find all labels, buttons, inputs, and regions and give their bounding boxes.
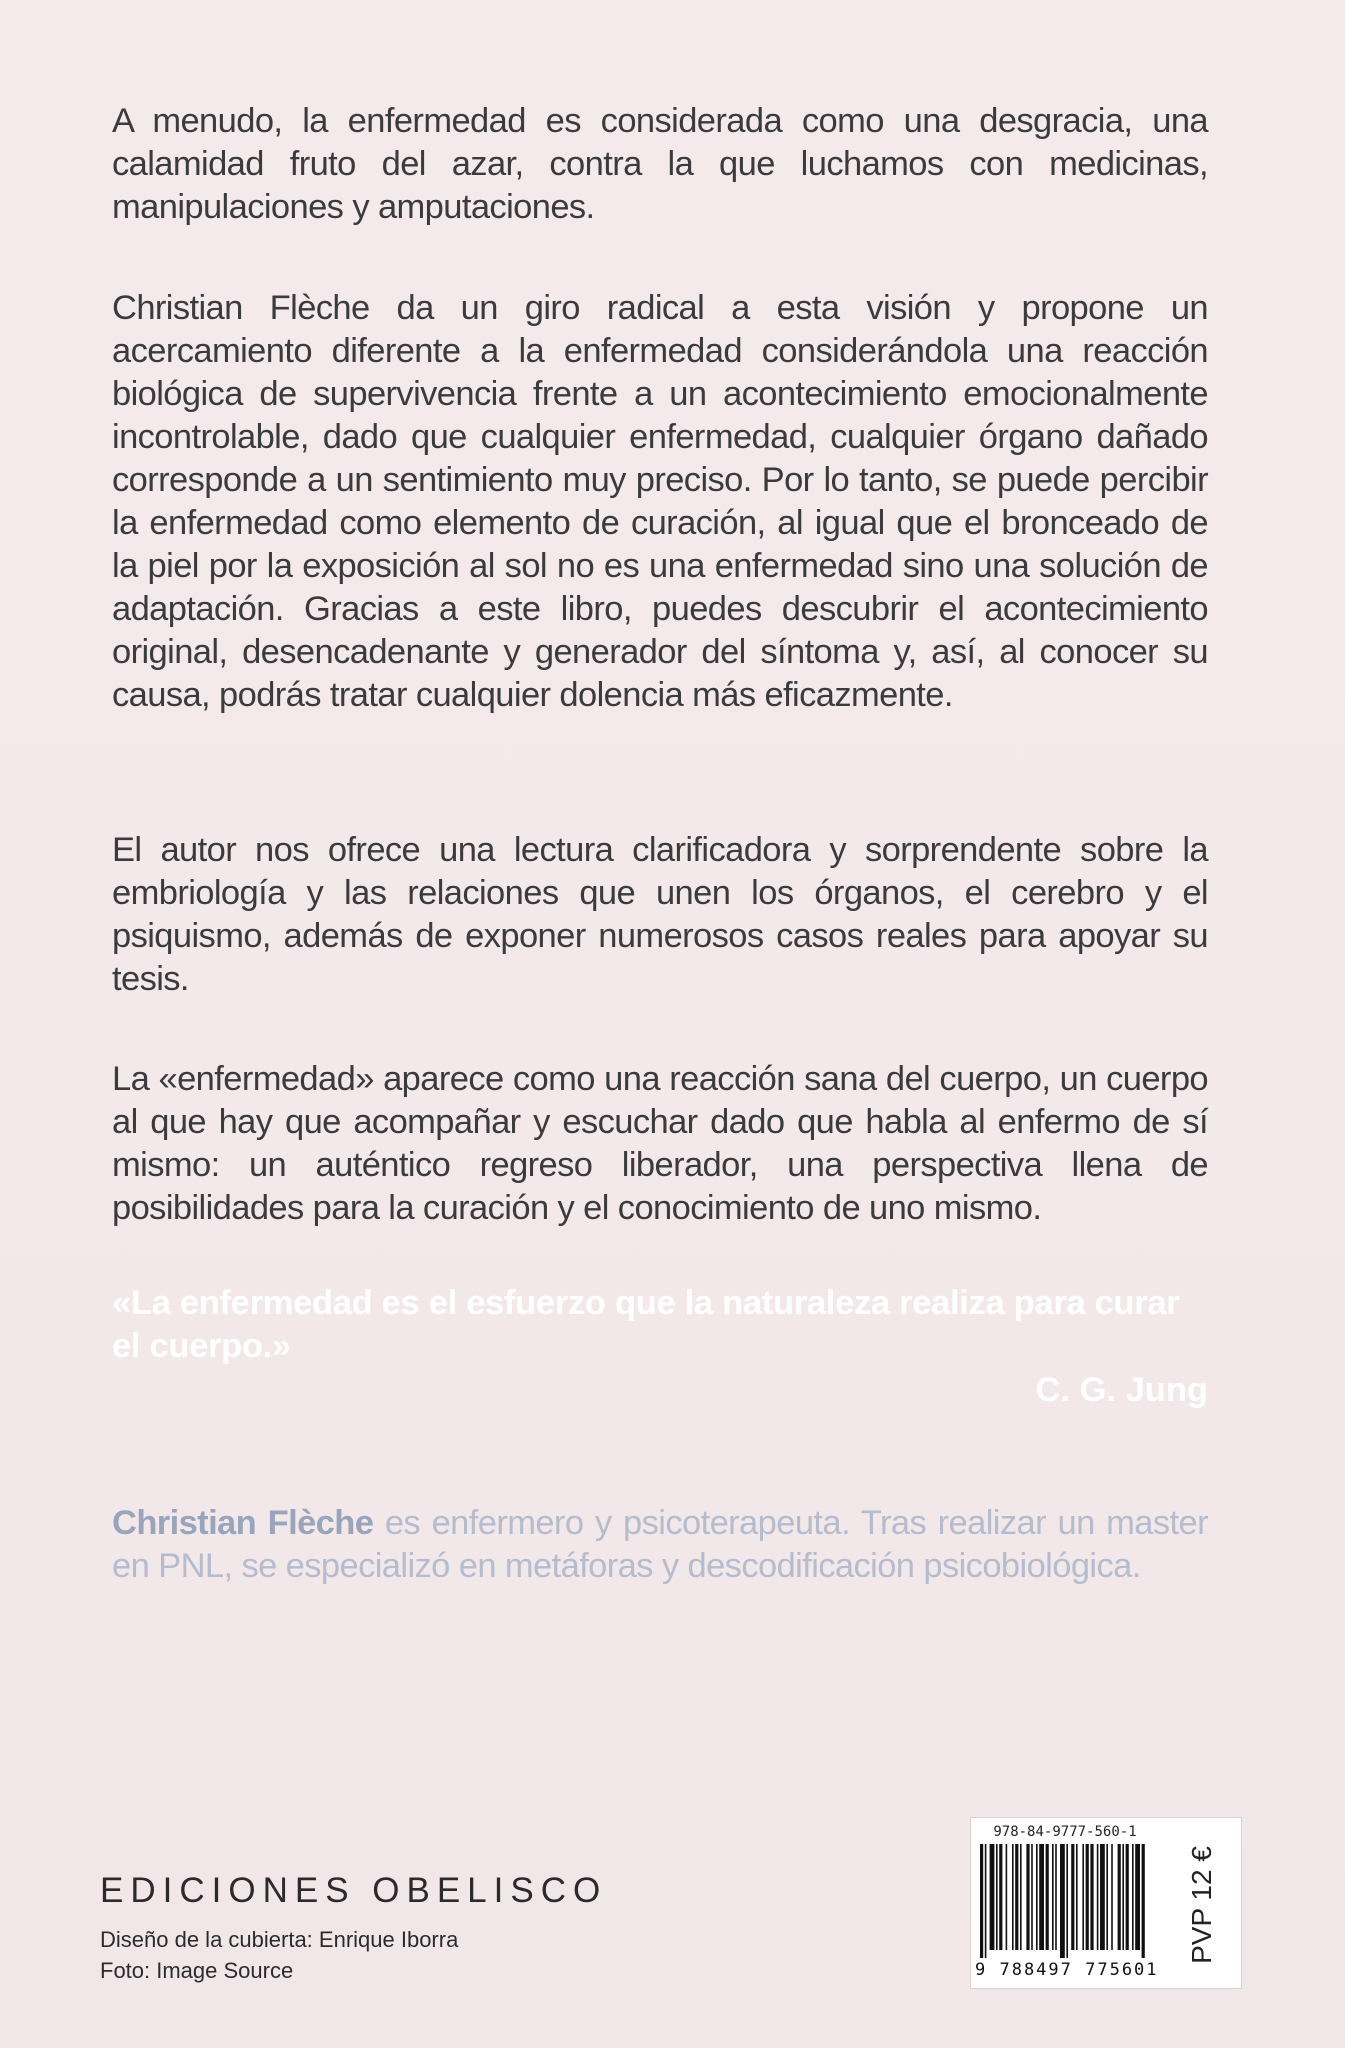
barcode-bar [1006,1844,1008,1950]
barcode-bar [1082,1844,1084,1950]
barcode-bar [1015,1844,1018,1950]
barcode-bar [1031,1844,1033,1950]
barcode-bar [1060,1844,1065,1958]
synopsis-paragraph-4: La «enfermedad» aparece como una reacción sana del cuerpo, un cuerpo al que hay que acompañar y escuchar dado que habla al enfermo de sí mismo: un auténtico regreso liberador, una perspectiva llena de posibilidades para la curación y el conocimiento de uno mismo. [112,1060,1208,1227]
barcode-bar [1111,1844,1113,1950]
barcode-bar [985,1844,987,1958]
barcode-bar [1046,1844,1049,1950]
barcode-bar [1097,1844,1099,1950]
barcode-bar [1039,1844,1044,1950]
barcode-bar [1142,1844,1145,1958]
synopsis-paragraph-2: Christian Flèche da un giro radical a esta visión y propone un acercamiento diferente a la enfermedad considerándola una reacción biológica de supervivencia frente a un acontecimiento emocionalmente incontrolable, dado que cualquier enfermedad, cualquier órgano dañado corresponde a un sentimiento muy preciso. Por lo tanto, se puede percibir la enfermedad como elemento de curación, al igual que el bronceado de la piel por la exposición al sol no es una enfermedad sino una solución de adaptación. Gracias a este libro, puedes descubrir el acontecimiento original, desencadenante y generador del síntoma y, así, al conocer su causa, podrás tratar cualquier dolencia más eficazmente. [112,289,1208,714]
barcode-bar [1052,1844,1054,1950]
barcode-bar [1066,1844,1068,1958]
barcode-bar [1126,1844,1129,1950]
barcode-bar [1012,1844,1014,1950]
barcode-bar [1100,1844,1105,1950]
barcode-bar [1090,1844,1093,1950]
quote-author: C. G. Jung [1035,1371,1208,1409]
barcode-bar [1122,1844,1124,1950]
barcode-digits: 9 788497 775601 [975,1960,1159,1980]
barcode-bar [1071,1844,1074,1950]
barcode-bar [1055,1844,1057,1950]
barcode-bar [990,1844,995,1950]
barcode-bar [1036,1844,1038,1950]
author-bio-text: es enfermero y psicoterapeuta. Tras realizar un master en PNL, se especializó en metáforas y descodificación psicobiológica. [112,1504,1208,1585]
barcode-bar [980,1844,983,1958]
price-label [1177,1832,1227,1977]
jung-quote: «La enfermedad es el esfuerzo que la naturaleza realiza para curar el cuerpo.» [112,1284,1180,1365]
barcode-bar [1026,1844,1029,1950]
synopsis-paragraph-3: El autor nos ofrece una lectura clarificadora y sorprendente sobre la embriología y las relaciones que unen los órganos, el cerebro y el psiquismo, además de exponer numerosos casos reales para apoyar su tesis. [112,831,1208,998]
barcode-bar [1132,1844,1134,1950]
publisher-name: EDICIONES OBELISCO [100,1871,608,1910]
barcode-icon [980,1844,1162,1958]
synopsis-paragraph-1: A menudo, la enfermedad es considerada como una desgracia, una calamidad fruto del azar, contra la que luchamos con medicinas, manipulaciones y amputaciones. [112,102,1208,226]
barcode-bar [1086,1844,1089,1950]
isbn-number: 978-84-9777-560-1 [993,1824,1137,1840]
barcode-bar [999,1844,1002,1950]
photo-credit: Foto: Image Source [100,1958,294,1983]
barcode-bar [1076,1844,1078,1950]
barcode-bar [996,1844,998,1950]
barcode-bar [1106,1844,1108,1950]
cover-design-credit: Diseño de la cubierta: Enrique Iborra [100,1927,459,1952]
author-name: Christian Flèche [112,1504,374,1542]
barcode-bar [1135,1844,1140,1950]
price-text: PVP 12 € [1186,1845,1217,1964]
barcode-bar [1020,1844,1022,1950]
author-bio [112,1502,1208,1588]
barcode-label [970,1817,1242,1989]
barcode-bar [1118,1844,1121,1950]
